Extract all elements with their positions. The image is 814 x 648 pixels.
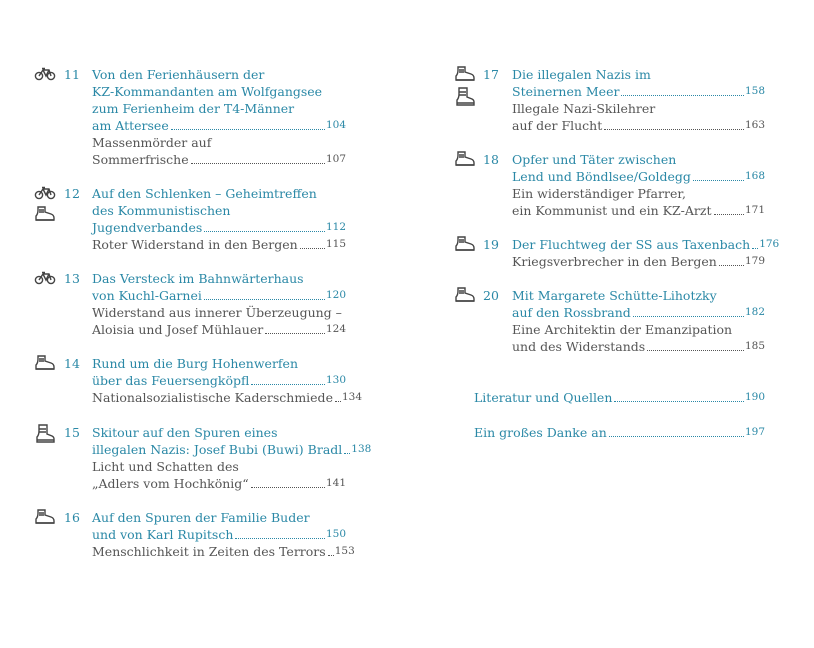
dot-leader <box>335 401 341 402</box>
page-number: 163 <box>744 119 765 131</box>
chapter-subtitle-text: Massenmörder auf <box>92 135 212 150</box>
page-number: 176 <box>759 238 780 250</box>
dot-leader <box>621 95 744 96</box>
chapter-subtitle-text: Sommerfrische <box>92 152 189 167</box>
chapter-title-text: Der Fluchtweg der SS aus Taxenbach <box>512 237 751 252</box>
dot-leader <box>251 384 325 385</box>
hiking-boot-icon <box>34 206 56 224</box>
chapter-title-text: Jugendverbandes <box>92 220 203 235</box>
page-number: 115 <box>325 238 346 250</box>
chapter-lines <box>92 424 372 492</box>
toc-line <box>512 321 765 338</box>
page-number: 141 <box>325 477 346 489</box>
toc-line-with-page <box>92 372 346 389</box>
toc-line-with-page <box>512 236 780 253</box>
chapter-title-text: KZ-Kommandanten am Wolfgangsee <box>92 84 323 99</box>
activity-icons <box>454 151 480 172</box>
chapter-title-text: Das Versteck im Bahnwärterhaus <box>92 271 304 286</box>
chapter-number: 11 <box>64 67 80 82</box>
activity-icons <box>34 355 60 376</box>
chapter-title-text: Die illegalen Nazis im <box>512 67 651 82</box>
dot-leader <box>265 333 325 334</box>
chapter-title-text: illegalen Nazis: Josef Bubi (Buwi) Bradl <box>92 442 343 457</box>
page-number: 197 <box>744 426 765 438</box>
chapter-title-text: Opfer und Täter zwischen <box>512 152 677 167</box>
chapter-subtitle-text: Widerstand aus innerer Überzeugung – <box>92 305 342 320</box>
toc-line-with-page <box>512 202 765 219</box>
page-number: 179 <box>744 255 765 267</box>
toc-line-with-page <box>92 287 346 304</box>
toc-line-with-page <box>512 304 765 321</box>
toc-line-with-page <box>92 117 346 134</box>
chapter-title-text: Mit Margarete Schütte-Lihotzky <box>512 288 717 303</box>
activity-icons <box>34 509 60 530</box>
chapter-subtitle-text: Aloisia und Josef Mühlauer <box>92 322 264 337</box>
toc-line <box>92 66 346 83</box>
hiking-boot-icon <box>454 151 476 169</box>
page-number: 112 <box>325 221 346 233</box>
chapter-lines <box>92 66 346 168</box>
page-number: 153 <box>334 545 355 557</box>
chapter-title-text: über das Feuersengköpfl <box>92 373 250 388</box>
page-number: 182 <box>744 306 765 318</box>
page-number: 158 <box>744 85 765 97</box>
chapter-number: 20 <box>483 288 499 303</box>
hiking-boot-icon <box>454 66 476 84</box>
dot-leader <box>191 163 325 164</box>
activity-icons <box>454 287 480 308</box>
dot-leader <box>344 453 350 454</box>
toc-line-with-page <box>92 441 372 458</box>
back-matter-entry[interactable] <box>474 424 765 441</box>
dot-leader <box>300 248 325 249</box>
chapter-subtitle-text: Kriegsverbrecher in den Bergen <box>512 254 717 269</box>
chapter-lines <box>512 287 765 355</box>
activity-icons <box>34 66 60 87</box>
toc-line <box>92 134 346 151</box>
chapter-lines <box>512 66 765 134</box>
dot-leader <box>614 401 744 402</box>
chapter-subtitle-text: Ein widerständiger Pfarrer, <box>512 186 686 201</box>
chapter-subtitle-text: Roter Widerstand in den Bergen <box>92 237 298 252</box>
chapter-lines <box>92 185 346 253</box>
toc-line <box>92 304 346 321</box>
chapter-title-text: Ein großes Danke an <box>474 425 607 440</box>
chapter-title-text: und von Karl Rupitsch <box>92 527 234 542</box>
chapter-lines <box>92 509 355 560</box>
chapter-title-text: Auf den Schlenken – Geheimtreffen <box>92 186 317 201</box>
page-number: 120 <box>325 289 346 301</box>
dot-leader <box>328 555 334 556</box>
page-number: 168 <box>744 170 765 182</box>
chapter-subtitle-text: ein Kommunist und ein KZ-Arzt <box>512 203 712 218</box>
toc-line-with-page <box>512 338 765 355</box>
hiking-boot-icon <box>454 236 476 254</box>
toc-line-with-page <box>512 83 765 100</box>
chapter-title-text: des Kommunistischen <box>92 203 231 218</box>
chapter-title-text: Skitour auf den Spuren eines <box>92 425 278 440</box>
page-number: 185 <box>744 340 765 352</box>
toc-line-with-page <box>92 526 346 543</box>
page-number: 107 <box>325 153 346 165</box>
dot-leader <box>235 538 325 539</box>
bike-icon <box>34 270 56 288</box>
dot-leader <box>647 350 744 351</box>
page-number: 150 <box>325 528 346 540</box>
dot-leader <box>633 316 744 317</box>
toc-line-with-page <box>92 543 355 560</box>
page-number: 190 <box>744 391 765 403</box>
chapter-number: 12 <box>64 186 80 201</box>
activity-icons <box>34 270 60 291</box>
dot-leader <box>609 436 744 437</box>
toc-line <box>92 83 346 100</box>
chapter-title-text: Rund um die Burg Hohenwerfen <box>92 356 298 371</box>
activity-icons <box>34 424 60 445</box>
toc-line <box>92 270 346 287</box>
toc-line-with-page <box>512 253 765 270</box>
chapter-title-text: Von den Ferienhäusern der <box>92 67 265 82</box>
page-number: 104 <box>325 119 346 131</box>
chapter-title-text: auf den Rossbrand <box>512 305 631 320</box>
chapter-lines <box>512 151 765 219</box>
toc-line <box>92 458 346 475</box>
back-matter-entry[interactable] <box>474 389 765 406</box>
toc-line <box>92 424 346 441</box>
chapter-title-text: zum Ferienheim der T4-Männer <box>92 101 295 116</box>
toc-line <box>512 66 765 83</box>
bike-icon <box>34 185 56 203</box>
toc-line <box>512 287 765 304</box>
page-number: 171 <box>744 204 765 216</box>
hiking-boot-icon <box>454 287 476 305</box>
chapter-subtitle-text: Nationalsozialistische Kaderschmiede <box>92 390 333 405</box>
chapter-number: 18 <box>483 152 499 167</box>
chapter-number: 19 <box>483 237 499 252</box>
ski-boot-icon <box>454 87 476 105</box>
toc-line-with-page <box>92 236 346 253</box>
hiking-boot-icon <box>34 509 56 527</box>
page-number: 134 <box>341 391 363 403</box>
page-number: 130 <box>325 374 346 386</box>
chapter-lines <box>92 355 363 406</box>
toc-line <box>512 100 765 117</box>
toc-line <box>92 509 346 526</box>
chapter-number: 16 <box>64 510 80 525</box>
chapter-subtitle-text: Licht und Schatten des <box>92 459 239 474</box>
toc-line-with-page <box>92 475 346 492</box>
dot-leader <box>752 248 758 249</box>
activity-icons <box>34 185 60 227</box>
chapter-title-text: Auf den Spuren der Familie Buder <box>92 510 310 525</box>
activity-icons <box>454 66 480 108</box>
dot-leader <box>171 129 325 130</box>
chapter-number: 13 <box>64 271 80 286</box>
dot-leader <box>719 265 744 266</box>
dot-leader <box>204 231 325 232</box>
chapter-title-text: Steinernen Meer <box>512 84 620 99</box>
toc-line-with-page <box>92 219 346 236</box>
chapter-subtitle-text: Menschlichkeit in Zeiten des Terrors <box>92 544 326 559</box>
dot-leader <box>251 487 325 488</box>
toc-line <box>512 185 765 202</box>
toc-line-with-page <box>512 168 765 185</box>
toc-line-with-page <box>512 117 765 134</box>
activity-icons <box>454 236 480 257</box>
chapter-title-text: Lend und Böndlsee/Goldegg <box>512 169 691 184</box>
chapter-title-text: von Kuchl-Garnei <box>92 288 202 303</box>
chapter-title-text: am Attersee <box>92 118 169 133</box>
toc-line-with-page <box>474 424 765 441</box>
toc-line <box>92 185 346 202</box>
page-number: 138 <box>351 443 372 455</box>
ski-boot-icon <box>34 424 56 442</box>
toc-line-with-page <box>92 389 363 406</box>
chapter-number: 17 <box>483 67 499 82</box>
chapter-subtitle-text: Illegale Nazi-Skilehrer <box>512 101 656 116</box>
toc-line-with-page <box>92 151 346 168</box>
chapter-lines <box>92 270 346 338</box>
chapter-lines <box>512 236 780 270</box>
dot-leader <box>204 299 325 300</box>
toc-line-with-page <box>92 321 346 338</box>
chapter-subtitle-text: Eine Architektin der Emanzipation <box>512 322 733 337</box>
chapter-subtitle-text: und des Widerstands <box>512 339 646 354</box>
toc-line <box>92 355 346 372</box>
hiking-boot-icon <box>34 355 56 373</box>
bike-icon <box>34 66 56 84</box>
chapter-title-text: Literatur und Quellen <box>474 390 613 405</box>
dot-leader <box>714 214 744 215</box>
chapter-subtitle-text: „Adlers vom Hochkönig“ <box>92 476 249 491</box>
toc-line <box>92 202 346 219</box>
toc-line-with-page <box>474 389 765 406</box>
toc-line <box>92 100 346 117</box>
page-number: 124 <box>325 323 346 335</box>
chapter-number: 15 <box>64 425 80 440</box>
chapter-number: 14 <box>64 356 80 371</box>
chapter-subtitle-text: auf der Flucht <box>512 118 603 133</box>
toc-line <box>512 151 765 168</box>
dot-leader <box>693 180 744 181</box>
dot-leader <box>604 129 744 130</box>
